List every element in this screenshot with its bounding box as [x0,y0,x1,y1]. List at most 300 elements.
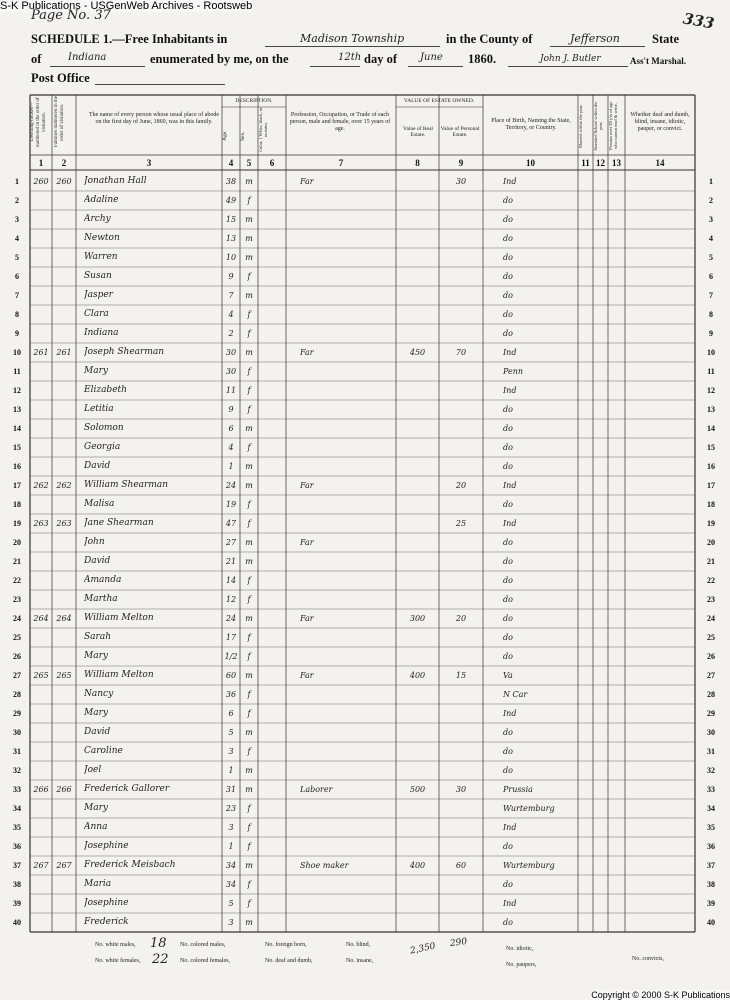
row-number-right: 36 [707,842,715,851]
row-number-right: 17 [707,481,715,490]
person-name: Caroline [84,746,123,756]
person-name: Archy [84,214,111,224]
row-number-right: 34 [707,804,715,813]
birthplace: do [503,538,513,547]
row-number-left: 22 [13,576,21,585]
person-age: 14 [225,576,237,585]
person-age: 27 [225,538,237,547]
person-age: 13 [225,234,237,243]
birthplace: do [503,728,513,737]
county-label: in the County of [446,32,533,46]
row-number-right: 19 [707,519,715,528]
personal-estate-value: 20 [455,481,467,490]
row-number-right: 21 [707,557,715,566]
row-number-right: 1 [709,177,713,186]
person-sex: f [247,690,251,699]
row-number-left: 13 [13,405,21,414]
person-occupation: Far [300,177,314,186]
person-occupation: Far [300,481,314,490]
total-personal-estate: 290 [449,936,468,950]
row-number-left: 10 [13,348,21,357]
row-number-right: 39 [707,899,715,908]
of-label: of [31,52,42,66]
person-name: Jasper [84,290,113,300]
column-number: 5 [246,158,252,168]
row-number-right: 11 [707,367,715,376]
person-sex: f [247,880,251,889]
person-sex: m [245,538,253,547]
person-sex: m [245,481,253,490]
family-number: 263 [56,519,72,528]
row-number-right: 18 [707,500,715,509]
birthplace: do [503,462,513,471]
column-number: 9 [458,158,464,168]
person-age: 4 [228,443,234,452]
person-age: 6 [228,709,234,718]
row-number-right: 24 [707,614,715,623]
row-number-left: 17 [13,481,21,490]
birthplace: do [503,291,513,300]
person-sex: m [245,861,253,870]
row-number-right: 26 [707,652,715,661]
person-age: 7 [228,291,234,300]
person-age: 5 [228,899,234,908]
row-number-right: 12 [707,386,715,395]
paupers-label: No. paupers, [506,962,537,968]
dwelling-number: 263 [33,519,49,528]
row-number-right: 29 [707,709,715,718]
row-number-right: 8 [709,310,713,319]
person-age: 17 [225,633,237,642]
row-number-left: 38 [13,880,21,889]
row-number-left: 32 [13,766,21,775]
person-age: 3 [228,918,234,927]
row-number-left: 9 [15,329,19,338]
row-number-left: 40 [13,918,21,927]
row-number-left: 18 [13,500,21,509]
birthplace: do [503,918,513,927]
person-name: Warren [84,252,118,262]
column-number: 2 [61,158,67,168]
person-sex: f [247,196,251,205]
person-name: Letitia [84,404,114,414]
foreign-born-label: No. foreign born, [265,942,307,948]
row-number-left: 16 [13,462,21,471]
row-number-right: 14 [707,424,715,433]
personal-estate-value: 30 [455,177,467,186]
person-sex: f [247,652,251,661]
watermark-top: S-K Publications - USGenWeb Archives - Rootsweb [0,0,253,12]
birthplace: Ind [503,519,517,528]
header-description: DESCRIPTION. [235,98,273,104]
row-number-left: 31 [13,747,21,756]
header-married: Married within the year. [578,104,583,148]
row-number-left: 3 [15,215,19,224]
row-number-right: 10 [707,348,715,357]
person-sex: f [247,804,251,813]
personal-estate-value: 30 [455,785,467,794]
person-sex: f [247,709,251,718]
person-name: Martha [84,594,118,604]
person-occupation: Far [300,538,314,547]
row-number-left: 34 [13,804,21,813]
person-name: Mary [84,803,108,813]
state-label: State [652,32,680,46]
row-number-right: 25 [707,633,715,642]
page-label: Page No. 37 [31,8,111,23]
person-age: 21 [225,557,237,566]
idiotic-label: No. idiotic, [506,946,534,952]
person-occupation: Far [300,614,314,623]
person-name: Frederick Gallorer [84,784,170,794]
row-number-right: 5 [709,253,713,262]
birthplace: do [503,595,513,604]
birthplace: do [503,766,513,775]
real-estate-value: 300 [409,614,426,623]
birthplace: do [503,405,513,414]
birthplace: Ind [503,177,517,186]
row-number-left: 20 [13,538,21,547]
birthplace: Wurtemburg [503,804,555,813]
person-sex: m [245,291,253,300]
personal-estate-value: 25 [455,519,467,528]
header-color: Color, { White, black, or mulatto. [258,107,268,153]
family-number: 260 [56,177,72,186]
person-name: David [84,727,111,737]
row-number-right: 33 [707,785,715,794]
person-name: Nancy [84,689,114,699]
person-sex: m [245,671,253,680]
person-age: 9 [228,272,234,281]
row-number-right: 3 [709,215,713,224]
white-males-value: 18 [150,936,167,951]
person-sex: f [247,367,251,376]
dwelling-number: 260 [33,177,49,186]
person-age: 30 [225,348,237,357]
header-illiterate: Persons over 20 y'rs of age who cannot read & write. [608,101,618,151]
row-number-right: 15 [707,443,715,452]
person-sex: f [247,576,251,585]
birthplace: Ind [503,348,517,357]
column-number: 8 [415,158,420,168]
row-number-right: 9 [709,329,713,338]
insane-label: No. insane, [346,958,374,964]
month-value: June [420,52,443,63]
row-number-left: 37 [13,861,21,870]
birthplace: do [503,614,513,623]
person-age: 1/2 [224,652,238,661]
person-sex: f [247,386,251,395]
person-name: Clara [84,309,109,319]
real-estate-value: 500 [409,785,426,794]
birthplace: do [503,329,513,338]
row-number-left: 29 [13,709,21,718]
birthplace: Ind [503,823,517,832]
state-value: Indiana [68,52,107,63]
row-number-right: 28 [707,690,715,699]
row-number-left: 15 [13,443,21,452]
row-number-right: 6 [709,272,713,281]
birthplace: Ind [503,899,517,908]
township-value: Madison Township [300,32,405,45]
column-number: 7 [338,158,344,168]
row-number-left: 5 [15,253,19,262]
row-number-right: 2 [709,196,713,205]
person-age: 49 [225,196,237,205]
row-number-left: 8 [15,310,19,319]
enumerated-label: enumerated by me, on the [150,52,289,66]
person-name: Maria [84,879,112,889]
person-sex: m [245,215,253,224]
person-sex: m [245,614,253,623]
person-age: 9 [228,405,234,414]
post-office-label: Post Office [31,71,90,85]
person-age: 24 [225,481,237,490]
white-females-value: 22 [152,952,169,967]
person-age: 3 [228,747,234,756]
person-sex: f [247,500,251,509]
dwelling-number: 265 [33,671,49,680]
header-condition: Whether deaf and dumb, blind, insane, idiotic, pauper, or convict. [630,112,690,132]
row-number-left: 36 [13,842,21,851]
schedule-title: SCHEDULE 1.—Free Inhabitants in [31,32,228,46]
column-number: 10 [526,158,535,168]
header-name: The name of every person whose usual place of abode on the first day of June, 1860, was in this family. [88,112,220,125]
family-number: 262 [56,481,72,490]
dwelling-number: 262 [33,481,49,490]
header-age: Age. [222,130,228,142]
person-sex: f [247,272,251,281]
person-sex: f [247,633,251,642]
birthplace: do [503,272,513,281]
row-number-left: 33 [13,785,21,794]
person-name: Joseph Shearman [84,347,165,357]
convicts-label: No. convicts, [632,956,664,962]
row-number-left: 27 [13,671,21,680]
header-occupation: Profession, Occupation, or Trade of each person, male and female, over 15 years of age. [289,112,391,132]
row-number-right: 27 [707,671,715,680]
total-real-estate: 2,350 [409,941,437,957]
row-number-right: 13 [707,405,715,414]
header-family: Families numbered in the order of visitation. [54,96,65,148]
real-estate-value: 450 [409,348,426,357]
dwelling-number: 261 [33,348,49,357]
personal-estate-value: 70 [455,348,467,357]
row-number-left: 2 [15,196,19,205]
year-value: 1860. [468,52,497,66]
person-name: Malisa [84,499,115,509]
birthplace: do [503,253,513,262]
person-name: Anna [84,822,108,832]
person-age: 24 [225,614,237,623]
row-number-left: 28 [13,690,21,699]
personal-estate-value: 20 [455,614,467,623]
personal-estate-value: 15 [455,671,467,680]
row-number-right: 40 [707,918,715,927]
county-value: Jefferson [570,32,620,45]
birthplace: do [503,443,513,452]
person-name: Elizabeth [84,385,127,395]
person-age: 23 [225,804,237,813]
dwelling-number: 266 [33,785,49,794]
birthplace: do [503,747,513,756]
dwelling-number: 264 [33,614,49,623]
column-number: 11 [581,158,590,168]
row-number-left: 21 [13,557,21,566]
person-sex: m [245,785,253,794]
birthplace: Wurtemburg [503,861,555,870]
birthplace: do [503,557,513,566]
row-number-right: 23 [707,595,715,604]
column-number: 12 [596,158,605,168]
family-number: 266 [56,785,72,794]
person-name: Georgia [84,442,121,452]
person-age: 34 [225,880,237,889]
person-name: William Shearman [84,480,169,490]
watermark-bottom: Copyright © 2000 S-K Publications [591,990,730,1000]
header-school: Attended School within the year. [593,101,603,151]
person-name: Mary [84,708,108,718]
birthplace: Va [503,671,513,680]
person-occupation: Shoe maker [300,861,349,870]
person-name: Sarah [84,632,111,642]
birthplace: Ind [503,709,517,718]
row-number-left: 1 [15,177,19,186]
personal-estate-value: 60 [455,861,467,870]
person-age: 2 [228,329,234,338]
row-number-left: 24 [13,614,21,623]
person-age: 11 [225,386,237,395]
family-number: 261 [56,348,72,357]
row-number-left: 19 [13,519,21,528]
row-number-right: 22 [707,576,715,585]
birthplace: do [503,880,513,889]
birthplace: do [503,234,513,243]
family-number: 265 [56,671,72,680]
day-of-label: day of [364,52,397,66]
column-number: 1 [38,158,44,168]
row-number-left: 6 [15,272,19,281]
column-number: 4 [228,158,234,168]
birthplace: do [503,196,513,205]
birthplace: N Car [503,690,528,699]
person-name: Indiana [84,328,119,338]
colored-males-label: No. colored males, [180,942,226,948]
person-age: 15 [225,215,237,224]
row-number-left: 23 [13,595,21,604]
person-sex: f [247,310,251,319]
person-sex: f [247,823,251,832]
birthplace: do [503,215,513,224]
person-age: 4 [228,310,234,319]
row-number-right: 7 [709,291,713,300]
person-age: 36 [225,690,237,699]
row-number-right: 35 [707,823,715,832]
white-males-label: No. white males, [95,942,136,948]
birthplace: do [503,500,513,509]
person-occupation: Far [300,671,314,680]
person-name: Frederick Meisbach [84,860,176,870]
person-sex: m [245,424,253,433]
person-sex: f [247,405,251,414]
person-sex: m [245,253,253,262]
row-number-left: 12 [13,386,21,395]
person-name: William Melton [84,613,154,623]
marshal-label: Ass't Marshal. [630,56,686,66]
person-name: Josephine [84,898,129,908]
person-name: Jonathan Hall [84,176,147,186]
row-number-right: 37 [707,861,715,870]
row-number-right: 16 [707,462,715,471]
white-females-label: No. white females, [95,958,141,964]
person-name: Solomon [84,423,124,433]
colored-females-label: No. colored females, [180,958,230,964]
row-number-left: 26 [13,652,21,661]
person-sex: f [247,329,251,338]
birthplace: Ind [503,481,517,490]
row-number-left: 11 [13,367,21,376]
person-name: David [84,461,111,471]
person-sex: f [247,519,251,528]
person-sex: f [247,595,251,604]
day-value: 12th [338,52,362,63]
stamp-number: 333 [681,9,716,33]
person-sex: m [245,462,253,471]
person-age: 19 [225,500,237,509]
person-name: Josephine [84,841,129,851]
person-name: Amanda [84,575,122,585]
person-age: 47 [225,519,237,528]
person-age: 31 [225,785,237,794]
person-name: Mary [84,366,108,376]
row-number-right: 32 [707,766,715,775]
person-age: 30 [225,367,237,376]
family-number: 267 [56,861,72,870]
row-number-left: 35 [13,823,21,832]
row-number-right: 31 [707,747,715,756]
header-sex: Sex. [240,131,246,141]
family-number: 264 [56,614,72,623]
person-name: David [84,556,111,566]
person-name: William Melton [84,670,154,680]
person-occupation: Laborer [300,785,333,794]
header-birthplace: Place of Birth, Naming the State, Territory, or Country. [491,118,571,131]
row-number-left: 30 [13,728,21,737]
person-age: 12 [225,595,237,604]
header-real-estate: Value of Real Estate. [403,126,433,138]
dwelling-number: 267 [33,861,49,870]
real-estate-value: 400 [409,671,426,680]
person-age: 5 [228,728,234,737]
row-number-left: 25 [13,633,21,642]
person-sex: m [245,918,253,927]
column-number: 3 [146,158,152,168]
person-age: 34 [225,861,237,870]
marshal-name: John J. Butler [540,54,601,64]
column-number: 13 [612,158,621,168]
person-age: 60 [225,671,237,680]
person-sex: f [247,842,251,851]
person-name: Jane Shearman [84,518,154,528]
person-age: 1 [228,766,234,775]
person-name: Frederick [84,917,129,927]
person-name: Joel [84,765,102,775]
blind-label: No. blind, [346,942,371,948]
person-sex: m [245,177,253,186]
person-age: 10 [225,253,237,262]
row-number-left: 39 [13,899,21,908]
person-name: Newton [84,233,120,243]
